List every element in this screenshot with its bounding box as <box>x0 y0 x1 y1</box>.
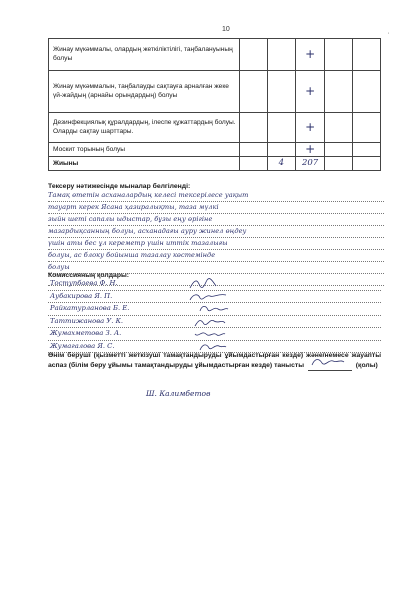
total-label: Жиыны <box>49 157 240 171</box>
findings-heading: Тексеру нəтижесінде мыналар белгіленді: <box>48 183 191 190</box>
commission-member <box>48 291 381 304</box>
producer-handwritten-name: Ш. Калимбетов <box>146 389 211 398</box>
signature-mark <box>193 316 227 328</box>
signature-mark <box>188 278 218 290</box>
row-text: Москит торының болуы <box>49 143 240 157</box>
signature-mark <box>188 291 228 303</box>
signature-mark <box>193 328 227 340</box>
member-name: Райкатурланова Б. Е. <box>50 304 130 312</box>
commission-signatures <box>48 278 381 353</box>
member-name: Жумахметова З. А. <box>50 329 122 337</box>
row-mark: + <box>295 39 324 71</box>
signature-mark <box>198 341 228 353</box>
checklist-table <box>48 38 381 171</box>
member-name: Аубакирова Я. П. <box>50 291 113 300</box>
row-text: Дезинфекциялық құралдардың, ілеспе құжаттардың болуы. Оларды сақтау шарттары. <box>49 113 240 143</box>
corner-mark: ' <box>387 33 389 39</box>
member-name: Тоступбаева Ф. Н. <box>50 279 118 287</box>
member-name: Таттижанова У. К. <box>50 316 124 325</box>
producer-signature <box>308 361 352 371</box>
findings-line: тауарт керек Ясана ҳазиралықты, таза мүлкі <box>48 202 384 214</box>
row-text: Жинау мүкəммалы, олардың жеткіліктілігі, таңбалануының болуы <box>49 39 240 71</box>
signature-mark <box>198 303 230 315</box>
commission-heading: Комиссияның қолдары: <box>48 272 130 279</box>
findings-line: зыйн шеті сапалы ыдыстар, бұзы еңу өрігіне <box>48 214 384 226</box>
findings-line: болуы <box>48 262 384 274</box>
table-row <box>49 143 381 157</box>
member-name: Жумагалова Я. С. <box>50 341 115 350</box>
findings-line: Тамақ өтетін асханалардың келесі тексерілесе уақыт <box>48 190 384 202</box>
row-text: Жинау мүкəммалын, таңбалауды сақтауға арналған жеке үй-жайдың (арнайы орындардың) болуы <box>49 71 240 113</box>
table-row-total <box>49 157 381 171</box>
table-row <box>49 113 381 143</box>
row-mark: + <box>295 113 324 143</box>
table-row <box>49 39 381 71</box>
commission-member <box>48 328 381 341</box>
commission-member <box>48 316 381 329</box>
findings-line: үшін аты бес ұл кереметр үшін иттік тазалығы <box>48 238 384 250</box>
row-mark: + <box>295 71 324 113</box>
commission-member <box>48 278 381 291</box>
sign-label: (қолы) <box>355 362 378 369</box>
findings-line: мазардықсанның болуы, асханадағы ауру жинел өңдеу <box>48 226 384 238</box>
signature-mark <box>310 356 346 368</box>
page-number: 10 <box>222 26 230 33</box>
table-row <box>49 71 381 113</box>
findings-line: болуы, ас блоку бойынша тазалау көстемінде <box>48 250 384 262</box>
producer-text: Өнім беруші (қызметті жеткізуші тамақтандыруды ұйымдастырған кезде) жəне/немесе жауапты аспаз (білім беру ұйымы тамақтандыруды ұйымдастырған кезде) танысты <box>48 352 381 369</box>
row-mark: + <box>295 143 324 157</box>
total-count: 4 <box>267 157 295 171</box>
total-value: 207 <box>295 157 324 171</box>
commission-member <box>48 303 381 316</box>
producer-acknowledgement <box>48 352 381 371</box>
